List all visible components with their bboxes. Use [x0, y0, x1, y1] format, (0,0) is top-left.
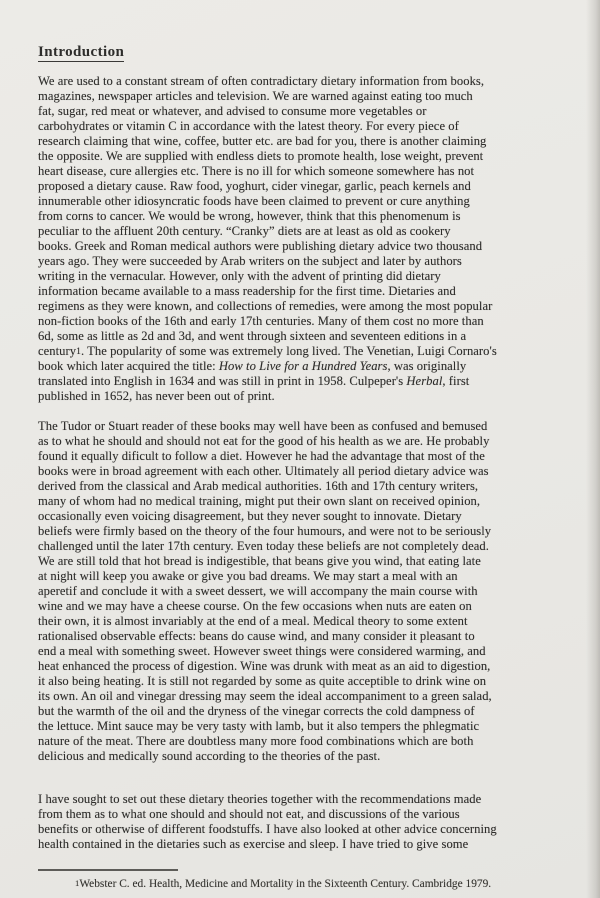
- paragraph-intro-3: I have sought to set out these dietary theories together with the recommendations made from them as to what one should and should not eat, and discussions of the various benefits or otherwise of different foodstuffs. I have also looked at other advice concerning health contained in the dietaries such as exercise and sleep. I have tried to give some: [38, 792, 497, 851]
- paragraph-intro-1: We are used to a constant stream of often contradictary dietary information from books, magazines, newspaper articles and television. We are warned against eating too much fat, sugar, red meat or whatever, and advised to consume more vegetables or carbohydrates or vitamin C in accordance with the latest theory. For every piece of research claiming that wine, coffee, butter etc. are bad for you, there is another claiming the opposite. We are supplied with endless diets to promote health, lose weight, prevent heart disease, cure allergies etc. There is no ill for which someone somewhere has not proposed a dietary cause. Raw food, yoghurt, cider vinegar, garlic, peach kernels and innumerable other idiosyncratic foods have been claimed to prevent or cure anything from corns to cancer. We would be wrong, however, think that this phenomenum is peculiar to the affluent 20th century. “Cranky” diets are at least as old as cookery books. Greek and Roman medical authors were publishing dietary advice two thousand years ago. They were succeeded by Arab writers on the subject and later by authors writing in the vernacular. However, only with the advent of printing did dietary information became available to a mass readership for the first time. Dietaries and regimens as they were known, and collections of remedies, were among the most popular non-fiction books of the 16th and early 17th centuries. Many of them cost no more than 6d, some as little as 2d and 3d, and went through sixteen and seventeen editions in a century$^1$. The popularity of some was extremely long lived. The Venetian, Luigi Cornaro's book which later acquired the title: How to Live for a Hundred Years, was originally translated into English in 1634 and was still in print in 1958. Culpeper's Herbal, first published in 1652, has never been out of print.: [38, 74, 497, 403]
- page-title: [38, 44, 578, 61]
- footnote-divider: [38, 869, 178, 871]
- footnote: [38, 869, 578, 891]
- paragraph-intro-2: The Tudor or Stuart reader of these books may well have been as confused and bemused as to what he should and should not eat for the good of his health as we are. He probably found it equally dificult to follow a diet. However he had the advantage that most of the books were in broad agreement with each other. Ultimately all period dietary advice was derived from the classical and Arab medical authorities. 16th and 17th century writers, many of whom had no medical training, might put their own slant on received opinion, occasionally even voicing disagreement, but they never sought to innovate. Dietary beliefs were firmly based on the theory of the four humours, and were not to be seriously challenged until the later 17th century. Even today these beliefs are not completely dead. We are still told that hot bread is indigestible, that beans give you wind, that eating late at night will keep you awake or give you bad dreams. We may start a meal with an aperetif and conclude it with a sweet dessert, we will accompany the main course with wine and we may have a cheese course. On the few occasions when nuts are eaten on their own, it is almost invariably at the end of a meal. Medical theory to some extent rationalised observable effects: beans do cause wind, and many consider it pleasant to end a meal with something sweet. However sweet things were considered warming, and heat enhanced the process of digestion. Wine was drunk with meat as an aid to digestion, it also being heating. It is still not regarded by some as quite acceptible to drink wine on its own. An oil and vinegar dressing may seem the ideal accompaniment to a green salad, but the warmth of the oil and the dryness of the vinegar corrects the cold dampness of the lettuce. Mint sauce may be very tasty with lamb, but it also tempers the phlegmatic nature of the meat. There are doubtless many more food combinations which are both delicious and medically sound according to the theories of the past.: [38, 419, 492, 763]
- page-title-text: Introduction: [38, 44, 125, 60]
- footnote-text: $^1$Webster C. ed. Health, Medicine and Mortality in the Sixteenth Century. Cambridge 1979.: [75, 877, 492, 890]
